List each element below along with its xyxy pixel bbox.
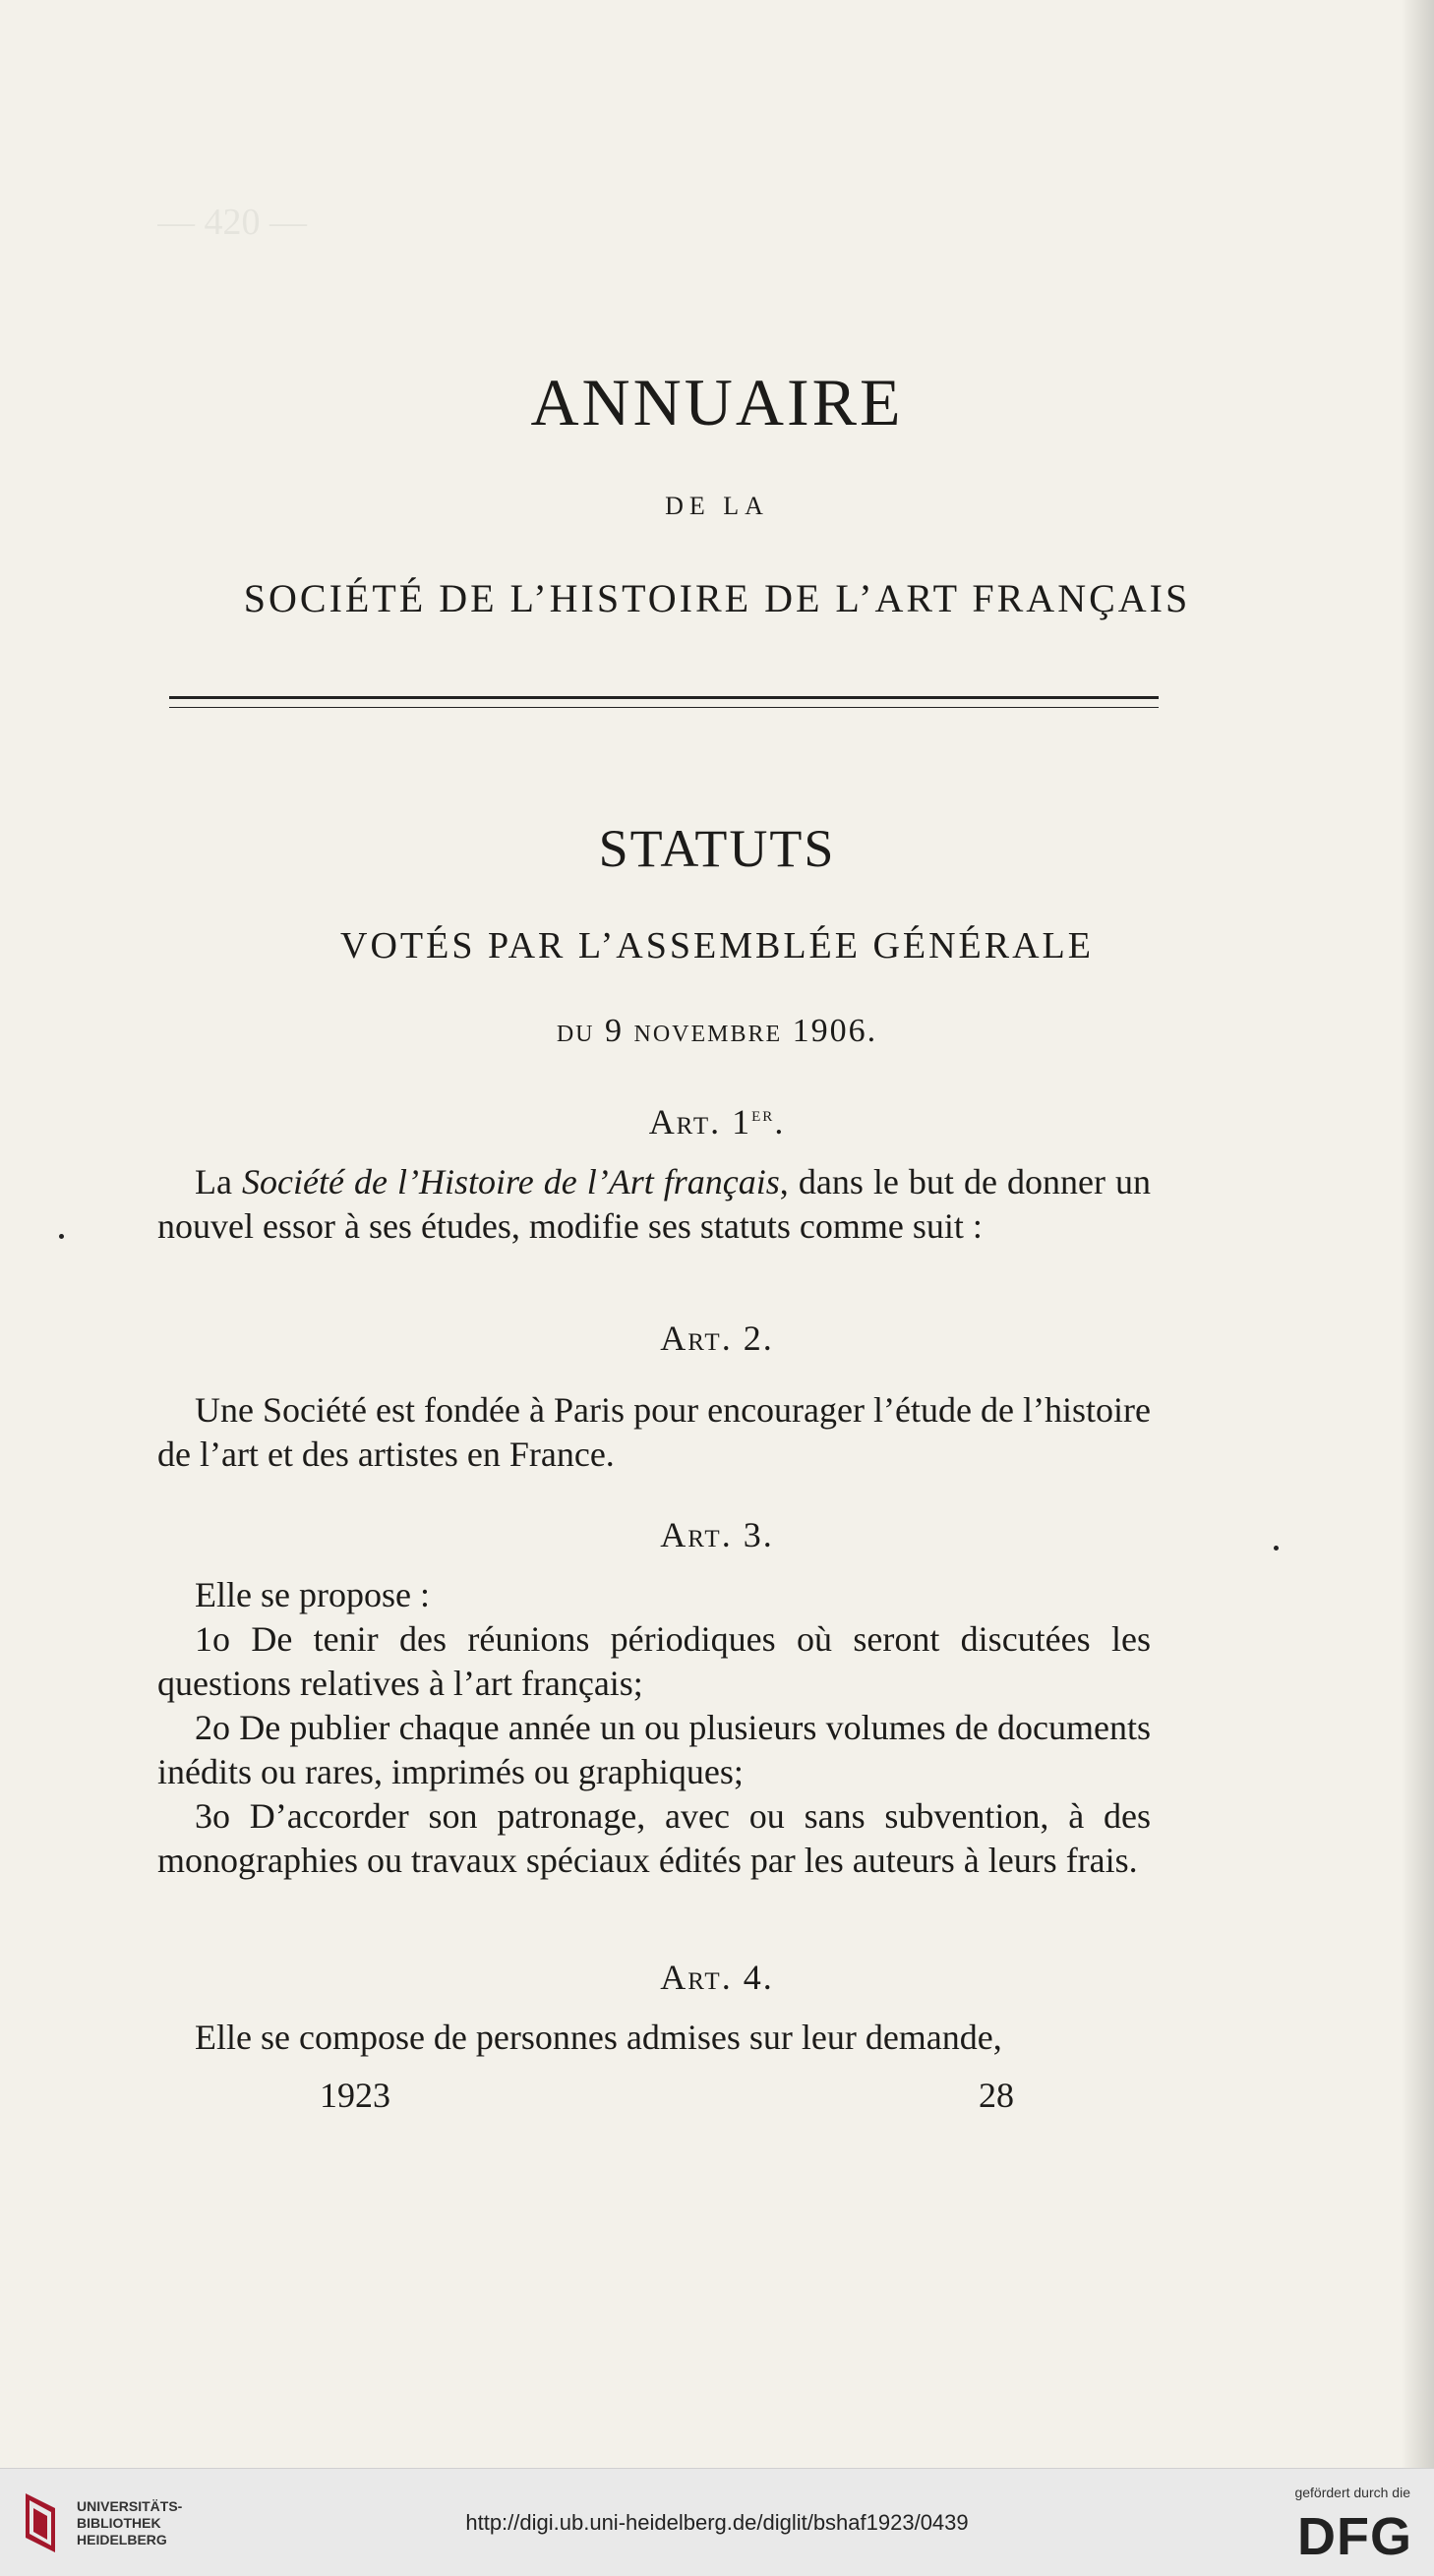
library-name-line-1: UNIVERSITÄTS- [77, 2498, 183, 2514]
print-speck [59, 1234, 64, 1239]
journal-title: ANNUAIRE [530, 365, 904, 439]
library-name-line-2: BIBLIOTHEK [77, 2515, 161, 2531]
article-2-paragraph: Une Société est fondée à Paris pour encourager l’étude de l’histoire de l’art et des artistes en France. [157, 1390, 1151, 1474]
article-1-heading-end: . [774, 1102, 786, 1142]
double-rule-thick [169, 696, 1159, 699]
signature-year: 1923 [320, 2076, 390, 2115]
article-1-text-post: , dans le but de donner un nouvel essor à ses études, modifie ses statuts comme suit : [157, 1162, 1151, 1246]
society-name-italic: Société de l’Histoire de l’Art français [242, 1162, 780, 1201]
article-2-text [157, 1388, 1151, 1477]
article-3-intro: Elle se propose : [195, 1575, 430, 1614]
print-speck [1274, 1546, 1279, 1551]
article-1-paragraph [157, 1160, 1151, 1249]
permalink-url[interactable]: http://digi.ub.uni-heidelberg.de/diglit/bshaf1923/0439 [465, 2510, 969, 2535]
article-1-text [157, 1160, 1151, 1249]
article-4-text [157, 2016, 1151, 2060]
section-date: du 9 novembre 1906. [556, 1013, 878, 1049]
article-2-heading: Art. 2. [660, 1318, 774, 1358]
article-3-item-3: 3o D’accorder son patronage, avec ou sans subvention, à des monographies ou travaux spéciaux édités par les auteurs à leurs frais. [157, 1796, 1151, 1880]
dfg-logo[interactable]: DFG [1297, 2507, 1412, 2566]
article-1-heading-base: Art. 1 [648, 1102, 752, 1142]
library-name-line-3: HEIDELBERG [77, 2532, 167, 2547]
show-through: — 420 — [157, 202, 307, 243]
journal-subtitle-de-la: DE LA [665, 492, 769, 520]
viewer-footer-bar [0, 2468, 1434, 2576]
article-3-item-2: 2o De publier chaque année un ou plusieurs volumes de documents inédits ou rares, imprimés ou graphiques; [157, 1708, 1151, 1791]
article-3-item-1: 1o De tenir des réunions périodiques où seront discutées les questions relatives à l’art français; [157, 1619, 1151, 1703]
section-title: STATUTS [598, 819, 836, 878]
article-1-heading [0, 1101, 1434, 1142]
section-subtitle: VOTÉS PAR L’ASSEMBLÉE GÉNÉRALE [340, 925, 1094, 966]
article-3-heading: Art. 3. [660, 1515, 774, 1554]
signature-number: 28 [979, 2076, 1014, 2115]
article-1-text-pre: La [195, 1162, 243, 1201]
article-4-paragraph: Elle se compose de personnes admises sur leur demande, [195, 2018, 1002, 2057]
society-name: SOCIÉTÉ DE L’HISTOIRE DE L’ART FRANÇAIS [243, 576, 1191, 620]
article-3-text [157, 1573, 1151, 1883]
double-rule-thin [169, 707, 1159, 708]
article-1-heading-sup: er [751, 1101, 775, 1126]
article-4-heading: Art. 4. [660, 1958, 774, 1997]
funded-by-label: gefördert durch die [1294, 2485, 1410, 2500]
